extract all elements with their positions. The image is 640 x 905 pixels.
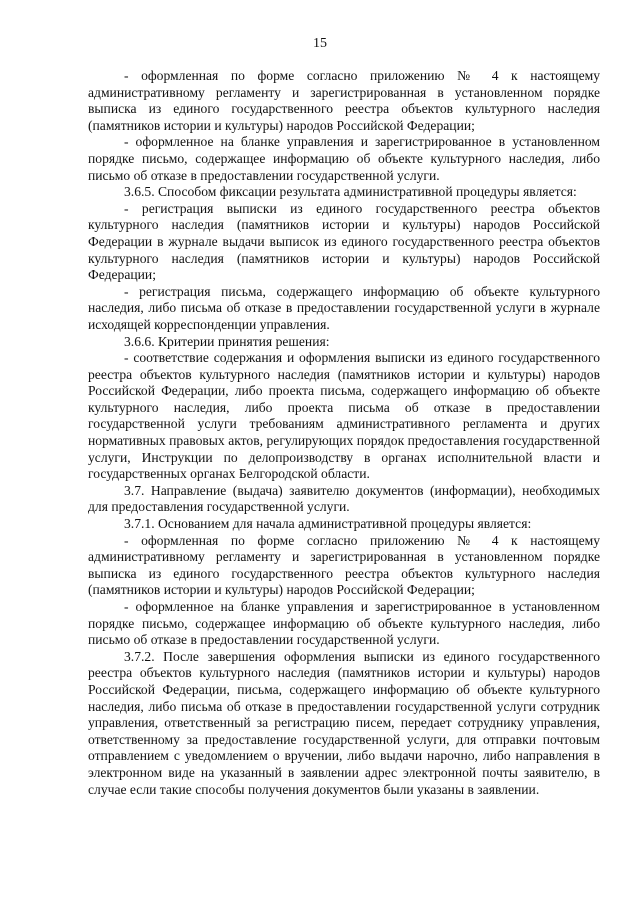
paragraph-3-7-2: 3.7.2. После завершения оформления выписки из единого государственного реестра объектов культурного наследия (памятников истории и культуры) народов Российской Федерации, письма, содержащего информацию об объекте культурного наследия, либо письма об отказе в предоставлении государственной услуги сотрудник управления, ответственный за регистрацию писем, передает сотруднику управления, ответственному за предоставление государственной услуги, для отправки почтовым отправлением с уведомлением о вручении, либо выдачи нарочно, либо направления в электронном виде на указанный в заявлении адрес электронной почты заявителю, в случае если такие способы получения документов были указаны в заявлении.	[88, 648, 600, 797]
paragraph-3-6-5: 3.6.5. Способом фиксации результата административной процедуры является:	[124, 184, 577, 200]
paragraph-compliance-bullet: - соответствие содержания и оформления выписки из единого государственного реестра объектов культурного наследия (памятников истории и культуры) народов Российской Федерации, либо проекта письма, содержащего информацию об объекте культурного наследия, либо проекта письма об отказе в предоставлении государственной услуги требованиям административного регламента и других нормативных правовых актов, регулирующих порядок предоставления государственной услуги, Инструкции по делопроизводству в органах исполнительной власти и государственных органах Белгородской области.	[88, 350, 600, 482]
page-number: 15	[313, 36, 327, 51]
paragraph-letter-registration-bullet: - регистрация письма, содержащего информацию об объекте культурного наследия, либо письма об отказе в предоставлении государственной услуги в журнале исходящей корреспонденции управления.	[88, 283, 600, 332]
paragraph-letter-bullet: - оформленное на бланке управления и зарегистрированное в установленном порядке письмо, содержащее информацию об объекте культурного наследия, либо письмо об отказе в предоставлении государственной услуги.	[88, 134, 600, 183]
paragraph-3-7: 3.7. Направление (выдача) заявителю документов (информации), необходимых для предоставления государственной услуги.	[88, 482, 600, 515]
paragraph-3-6-6: 3.6.6. Критерии принятия решения:	[124, 333, 330, 349]
document-body	[88, 68, 600, 798]
paragraph-extract-form-bullet: - оформленная по форме согласно приложению № 4 к настоящему административному регламенту и зарегистрированная в установленном порядке выписка из единого государственного реестра объектов культурного наследия (памятников истории и культуры) народов Российской Федерации;	[88, 68, 600, 133]
paragraph-letter-bullet-2: - оформленное на бланке управления и зарегистрированное в установленном порядке письмо, содержащее информацию об объекте культурного наследия, либо письмо об отказе в предоставлении государственной услуги.	[88, 599, 600, 648]
paragraph-extract-registration-bullet: - регистрация выписки из единого государственного реестра объектов культурного наследия (памятников истории и культуры) народов Российской Федерации в журнале выдачи выписок из единого государственного реестра объектов культурного наследия (памятников истории и культуры) народов Российской Федерации;	[88, 200, 600, 283]
paragraph-3-7-1: 3.7.1. Основанием для начала административной процедуры является:	[124, 516, 532, 532]
paragraph-extract-form-bullet-2: - оформленная по форме согласно приложению № 4 к настоящему административному регламенту и зарегистрированная в установленном порядке выписка из единого государственного реестра объектов культурного наследия (памятников истории и культуры) народов Российской Федерации;	[88, 532, 600, 598]
